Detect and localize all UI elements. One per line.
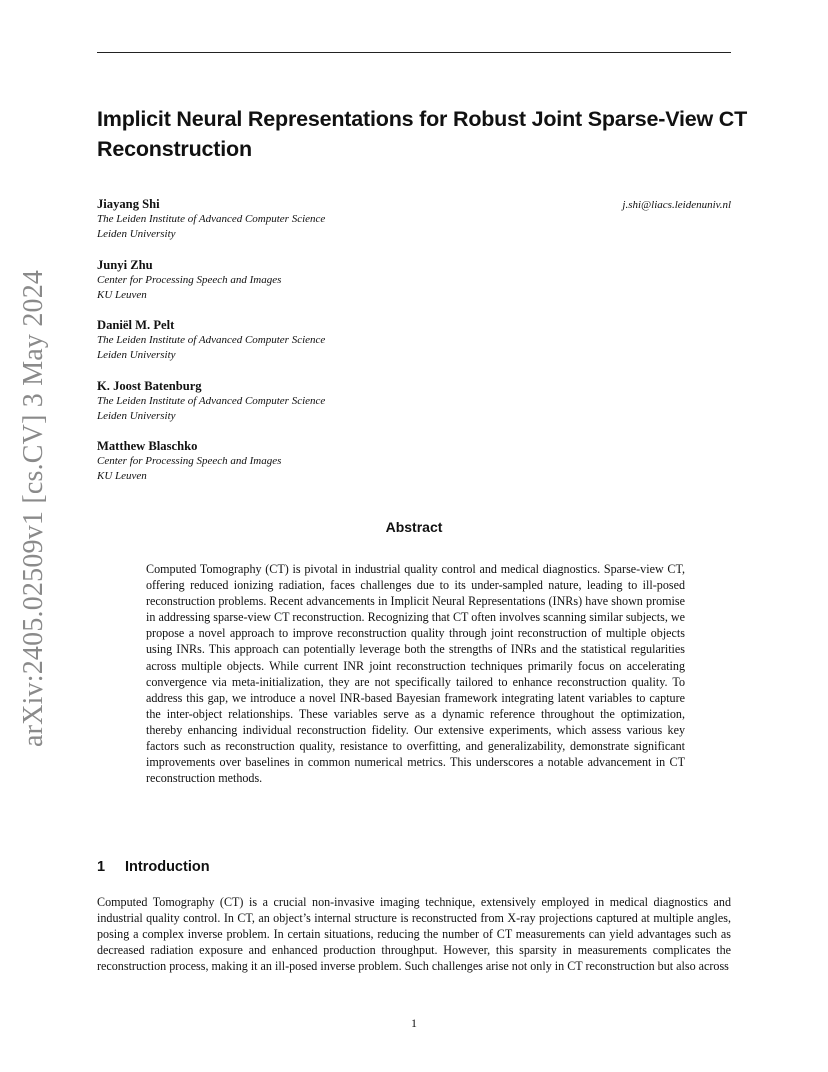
author-block <box>97 258 731 319</box>
author-affiliation: Leiden University <box>97 228 176 240</box>
section-title: Introduction <box>125 859 210 875</box>
author-name: Daniël M. Pelt <box>97 318 175 332</box>
page-number: 1 <box>411 1016 417 1030</box>
arxiv-identifier-stamp: arXiv:2405.02509v1 [cs.CV] 3 May 2024 <box>18 269 49 747</box>
author-email[interactable]: j.shi@liacs.leidenuniv.nl <box>622 199 731 211</box>
author-list <box>97 197 731 500</box>
author-name: Junyi Zhu <box>97 257 153 272</box>
abstract-text: Computed Tomography (CT) is pivotal in industrial quality control and medical diagnostics. Sparse-view CT, offering reduced ionizing radiation, faces challenges due to its under-sampled nature, leading to ill-posed reconstruction problems. Recent advancements in Implicit Neural Representations (INRs) have shown promise in addressing sparse-view CT reconstruction. Recognizing that CT often involves scanning similar subjects, we propose a novel approach to improve reconstruction quality through joint reconstruction of multiple objects using INRs. This approach can potentially leverage both the strengths of INRs and the statistical regularities across multiple objects. While current INR joint reconstruction techniques primarily focus on accelerating convergence via meta-initialization, they are not specifically tailored to enhance reconstruction quality. To address this gap, we introduce a novel INR-based Bayesian framework integrating latent variables to capture the inter-object relationships. These variables serve as a dynamic reference throughout the optimization, thereby enhancing individual reconstruction fidelity. Our extensive experiments, which assess various key factors such as reconstruction quality, resistance to overfitting, and generalizability, demonstrate significant improvements over baselines in common numerical metrics. This underscores a notable advancement in CT reconstruction methods. <box>146 562 685 786</box>
author-affiliation: The Leiden Institute of Advanced Computer Science <box>97 334 326 346</box>
section-number: 1 <box>97 859 106 875</box>
author-affiliation: Center for Processing Speech and Images <box>97 273 282 286</box>
author-affiliation: The Leiden Institute of Advanced Computer Science <box>97 213 326 225</box>
author-affiliation: Leiden University <box>97 409 176 422</box>
paper-title: Implicit Neural Representations for Robust Joint Sparse-View CT Reconstruction <box>97 107 748 161</box>
author-affiliation: The Leiden Institute of Advanced Computer Science <box>97 394 326 407</box>
abstract-heading: Abstract <box>385 519 443 535</box>
author-name: K. Joost Batenburg <box>97 378 202 393</box>
author-block <box>97 318 731 379</box>
author-affiliation: Leiden University <box>97 349 176 361</box>
author-block <box>97 379 731 440</box>
author-name: Matthew Blaschko <box>97 439 198 453</box>
author-affiliation: Center for Processing Speech and Images <box>97 455 282 467</box>
author-affiliation: KU Leuven <box>97 470 147 482</box>
author-name: Jiayang Shi <box>97 197 160 211</box>
top-rule <box>97 52 731 53</box>
introduction-text: Computed Tomography (CT) is a crucial non-invasive imaging technique, extensively employed in medical diagnostics and industrial quality control. In CT, an object’s internal structure is reconstructed from X-ray projections captured at multiple angles, posing a complex inverse problem. In certain situations, reducing the number of CT measurements can yield advantages such as decreased radiation exposure and enhanced production throughput. However, this sparsity in measurements complicates the reconstruction process, making it an ill-posed inverse problem. Such challenges arise not only in CT reconstruction but also across <box>97 895 731 974</box>
author-block <box>97 439 731 500</box>
author-block <box>97 197 731 258</box>
section-heading <box>97 857 210 877</box>
author-affiliation: KU Leuven <box>97 288 147 301</box>
